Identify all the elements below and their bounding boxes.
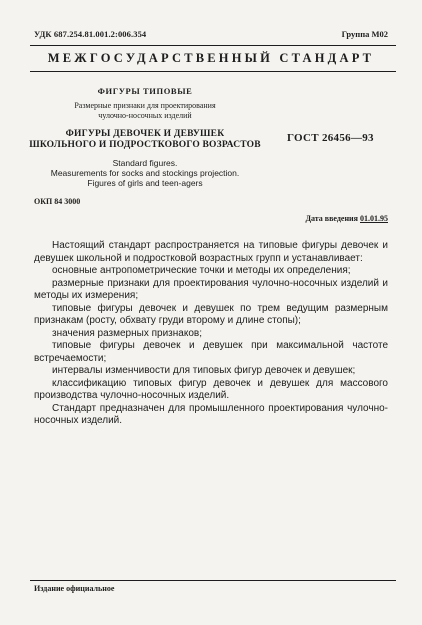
official-edition-note: Издание официальное	[34, 584, 115, 593]
english-title	[0, 158, 290, 188]
group-code: Группа М02	[341, 29, 388, 39]
body-paragraph: основные антропометрические точки и методы их определения;	[52, 265, 351, 276]
subtitle-line: Размерные признаки для проектирования	[74, 101, 216, 110]
gost-number: ГОСТ 26456—93	[287, 132, 374, 144]
udk-code: УДК 687.254.81.001.2:006.354	[34, 29, 147, 39]
body-paragraph: Настоящий стандарт распространяется на типовые фигуры девочек и девушек школьной и подростковой возрастных групп и устанавливает:	[34, 240, 388, 264]
body-paragraph: размерные признаки для проектирования чулочно-носочных изделий и методы их измерения;	[34, 277, 388, 301]
body-paragraph: классификацию типовых фигур девочек и девушек для массового производства чулочно-носочных изделий.	[34, 377, 388, 401]
body-paragraph: значения размерных признаков;	[52, 327, 202, 339]
body-paragraph: интервалы изменчивости для типовых фигур девочек и девушек;	[52, 365, 356, 376]
effective-date-value: 01.01.95	[360, 214, 388, 223]
figures-title: ФИГУРЫ ТИПОВЫЕ	[97, 86, 193, 96]
body-paragraph: типовые фигуры девочек и девушек по трем ведущим размерным признакам (росту, обхвату груди второму и длине стопы);	[34, 302, 388, 326]
effective-date	[305, 214, 388, 223]
english-title-line: Measurements for socks and stockings projection.	[50, 168, 240, 178]
standard-type: МЕЖГОСУДАРСТВЕННЫЙ СТАНДАРТ	[47, 51, 375, 65]
body-paragraph: Стандарт предназначен для промышленного проектирования чулочно-носочных изделий.	[34, 402, 388, 426]
main-title	[0, 129, 290, 151]
body-paragraph: типовые фигуры девочек и девушек при максимальной частоте встречаемости;	[34, 340, 388, 364]
footer-rule	[30, 580, 396, 581]
top-rule	[30, 45, 396, 46]
document-body	[34, 240, 388, 428]
standard-rule	[30, 71, 396, 72]
subtitle	[0, 101, 290, 121]
okp-code: ОКП 84 3000	[34, 197, 81, 206]
english-title-line: Figures of girls and teen-agers	[87, 178, 203, 188]
effective-date-label: Дата введения	[305, 214, 358, 223]
main-title-line: ШКОЛЬНОГО И ПОДРОСТКОВОГО ВОЗРАСТОВ	[29, 140, 261, 150]
english-title-line: Standard figures.	[112, 158, 178, 168]
main-title-line: ФИГУРЫ ДЕВОЧЕК И ДЕВУШЕК	[65, 129, 225, 139]
subtitle-line: чулочно-носочных изделий	[98, 111, 192, 120]
